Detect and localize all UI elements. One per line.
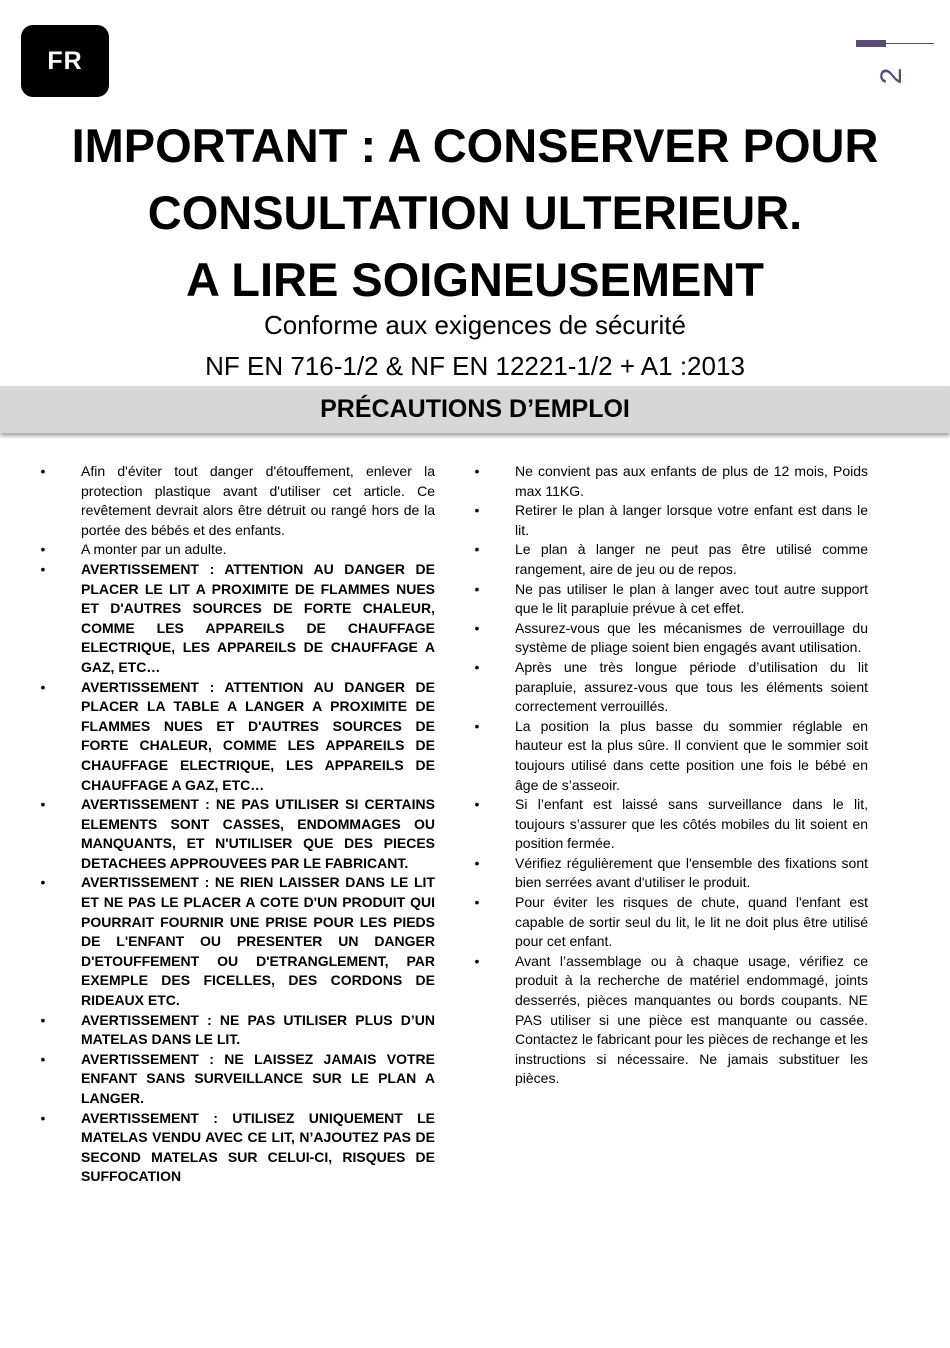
page-marker-bar bbox=[856, 40, 886, 47]
page-title-line-1: IMPORTANT : A CONSERVER POUR bbox=[71, 119, 879, 172]
list-item bbox=[474, 658, 868, 717]
bullet-icon: • bbox=[40, 463, 46, 479]
bullet-icon: • bbox=[40, 541, 46, 558]
list-item bbox=[474, 580, 868, 619]
list-item-text: AVERTISSEMENT : NE RIEN LAISSER DANS LE LIT ET NE PAS LE PLACER A COTE D'UN PRODUIT QUI POURRAIT FOURNIR UNE PRISE POUR LES PIEDS DE L'ENFANT OU PRESENTER UN DANGER D'ETOUFFEMENT OU D'ETRANGLEMENT, PAR EXEMPLE DES FICELLES, DES CORDONS DE RIDEAUX ETC. bbox=[81, 874, 435, 1009]
bullet-icon: • bbox=[474, 541, 480, 558]
list-item-text: AVERTISSEMENT : NE PAS UTILISER PLUS D’UN MATELAS DANS LE LIT. bbox=[81, 1011, 435, 1048]
list-item-text: Ne convient pas aux enfants de plus de 12 mois, Poids max 11KG. bbox=[515, 463, 868, 499]
list-item bbox=[474, 952, 868, 1089]
bullet-icon: • bbox=[40, 796, 46, 813]
list-item bbox=[40, 795, 435, 873]
list-item-text: Le plan à langer ne peut pas être utilisé comme rangement, aire de jeu ou de repos. bbox=[515, 541, 868, 577]
subtitle-standards: NF EN 716-1/2 & NF EN 12221-1/2 + A1 :2013 bbox=[205, 351, 745, 381]
list-item bbox=[474, 717, 868, 795]
bullet-icon: • bbox=[474, 580, 480, 597]
list-item-text: La position la plus basse du sommier réglable en hauteur est la plus sûre. Il convient que le sommier soit toujours utilisé dans cette position une fois le bébé en âge de s’asseoir. bbox=[515, 717, 868, 793]
list-item-text: Ne pas utiliser le plan à langer avec tout autre support que le lit parapluie prévue à cet effet. bbox=[515, 580, 868, 617]
list-item-text: Si l’enfant est laissé sans surveillance dans le lit, toujours s’assurer que les côtés mobiles du lit soient en position fermée. bbox=[515, 796, 868, 852]
bullet-icon: • bbox=[474, 717, 480, 734]
list-item-text: Vérifiez régulièrement que l'ensemble des fixations sont bien serrées avant d'utiliser le produit. bbox=[515, 854, 868, 891]
list-item bbox=[40, 1050, 435, 1109]
subtitle-compliance: Conforme aux exigences de sécurité bbox=[263, 310, 686, 340]
list-item bbox=[40, 678, 435, 796]
bullet-icon: • bbox=[474, 502, 480, 519]
list-item bbox=[40, 1011, 435, 1050]
list-item bbox=[474, 795, 868, 854]
list-item-text: AVERTISSEMENT : NE LAISSEZ JAMAIS VOTRE ENFANT SANS SURVEILLANCE SUR LE PLAN A LANGER. bbox=[81, 1050, 435, 1106]
section-heading: PRÉCAUTIONS D’EMPLOI bbox=[320, 395, 630, 423]
list-item bbox=[474, 893, 868, 952]
list-item-text: Après une très longue période d’utilisation du lit parapluie, assurez-vous que tous les éléments soient correctement verrouillés. bbox=[515, 658, 868, 715]
bullet-icon: • bbox=[40, 560, 46, 577]
list-item bbox=[40, 462, 435, 540]
page-marker-line bbox=[886, 43, 934, 44]
bullet-icon: • bbox=[474, 619, 480, 636]
list-item-text: AVERTISSEMENT : NE PAS UTILISER SI CERTAINS ELEMENTS SONT CASSES, ENDOMMAGES OU MANQUANTS, ET N'UTILISER QUE DES PIECES DETACHEES APPROUVEES PAR LE FABRICANT. bbox=[81, 796, 435, 871]
page-title-line-2: CONSULTATION ULTERIEUR. bbox=[147, 186, 803, 239]
page-title bbox=[0, 112, 950, 313]
bullet-icon: • bbox=[40, 1050, 46, 1067]
language-badge-label: FR bbox=[47, 46, 83, 75]
list-item-text: AVERTISSEMENT : ATTENTION AU DANGER DE PLACER LE LIT A PROXIMITE DE FLAMMES NUES ET D'AUTRES SOURCES DE FORTE CHALEUR, COMME LES APPAREILS DE CHAUFFAGE ELECTRIQUE, LES APPAREILS DE CHAUFFAGE A GAZ, ETC… bbox=[81, 560, 435, 675]
bullet-icon: • bbox=[474, 796, 480, 813]
list-item-text: Retirer le plan à langer lorsque votre enfant est dans le lit. bbox=[515, 502, 868, 538]
list-item bbox=[40, 1109, 435, 1187]
page-number: 2 bbox=[875, 67, 908, 85]
list-item bbox=[474, 854, 868, 893]
language-badge bbox=[21, 25, 109, 97]
list-item bbox=[474, 462, 868, 501]
list-item-text: A monter par un adulte. bbox=[81, 541, 227, 558]
bullet-icon: • bbox=[40, 1011, 46, 1028]
list-item bbox=[40, 540, 435, 560]
list-item-text: AVERTISSEMENT : ATTENTION AU DANGER DE PLACER LA TABLE A LANGER A PROXIMITE DE FLAMMES NUES ET D'AUTRES SOURCES DE FORTE CHALEUR, COMME LES APPAREILS DE CHAUFFAGE ELECTRIQUE, LES APPAREILS DE CHAUFFAGE A GAZ, ETC… bbox=[81, 678, 435, 793]
list-item-text: AVERTISSEMENT : UTILISEZ UNIQUEMENT LE MATELAS VENDU AVEC CE LIT, N’AJOUTEZ PAS DE SECOND MATELAS SUR CELUI-CI, RISQUES DE SUFFOCATION bbox=[81, 1109, 435, 1185]
precautions-list-left bbox=[40, 462, 435, 1187]
list-item bbox=[474, 540, 868, 579]
bullet-icon: • bbox=[474, 854, 480, 871]
page-title-line-3: A LIRE SOIGNEUSEMENT bbox=[186, 253, 764, 306]
bullet-icon: • bbox=[474, 894, 480, 911]
bullet-icon: • bbox=[474, 658, 480, 675]
bullet-icon: • bbox=[40, 678, 46, 695]
list-item bbox=[40, 560, 435, 678]
list-item-text: Pour éviter les risques de chute, quand l'enfant est capable de sortir seul du lit, le lit ne doit plus être utilisé pour cet enfant. bbox=[515, 894, 868, 950]
section-heading-band bbox=[0, 386, 950, 433]
list-item-text: Avant l’assemblage ou à chaque usage, vérifiez ce produit à la recherche de matériel endommagé, joints desserrés, pièces manquantes ou bords coupants. NE PAS utiliser si une pièce est manquante ou cassée. Contactez le fabricant pour les pièces de rechange et les instructions si nécessaire. Ne jamais substituer les pièces. bbox=[515, 952, 868, 1087]
list-item bbox=[40, 873, 435, 1010]
list-item-text: Assurez-vous que les mécanismes de verrouillage du système de pliage soient bien engagés avant utilisation. bbox=[515, 619, 868, 656]
bullet-icon: • bbox=[474, 952, 480, 969]
list-item bbox=[474, 619, 868, 658]
bullet-icon: • bbox=[40, 1109, 46, 1126]
bullet-icon: • bbox=[40, 874, 46, 891]
precautions-list-right bbox=[474, 462, 868, 1089]
list-item bbox=[474, 501, 868, 540]
list-item-text: Afin d'éviter tout danger d'étouffement, enlever la protection plastique avant d'utiliser cet article. Ce revêtement devrait alors être détruit ou rangé hors de la portée des bébés et des enfants. bbox=[81, 463, 435, 538]
bullet-icon: • bbox=[474, 463, 480, 479]
